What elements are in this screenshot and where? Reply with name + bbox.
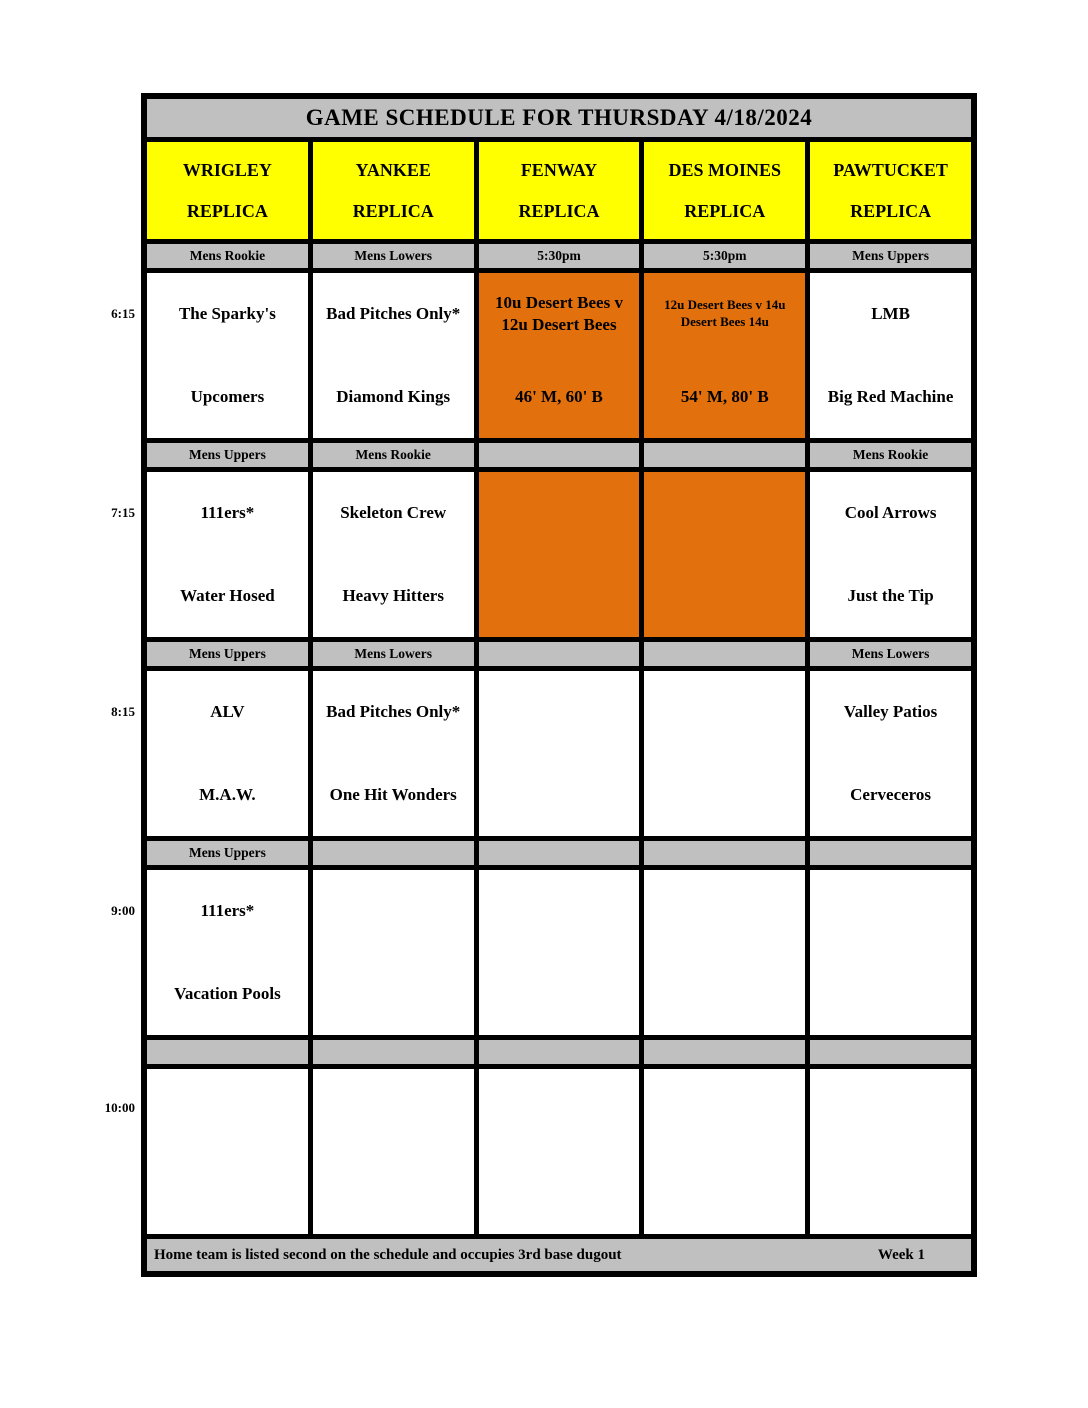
game-cell (810, 870, 971, 1035)
away-team: Skeleton Crew (340, 503, 447, 523)
division-label: Mens Rookie (313, 443, 474, 467)
division-label (810, 1040, 971, 1064)
field-name: DES MOINES (668, 159, 782, 180)
home-team: Water Hosed (180, 585, 275, 605)
home-team (644, 953, 805, 1036)
footer-note-bar (147, 1239, 971, 1271)
away-team: 10u Desert Bees v 12u Desert Bees (495, 293, 623, 335)
home-team (313, 1152, 474, 1235)
away-team (644, 1069, 805, 1152)
field-sub: REPLICA (352, 200, 434, 221)
division-label (479, 1040, 640, 1064)
division-label (479, 642, 640, 666)
division-label (147, 1040, 308, 1064)
game-cell (810, 273, 971, 438)
home-team: Heavy Hitters (342, 585, 444, 605)
away-team (313, 870, 474, 953)
field-name: WRIGLEY (182, 159, 272, 180)
game-cell (810, 472, 971, 637)
home-team: Cerveceros (850, 784, 932, 804)
away-team (644, 472, 805, 555)
away-team: Bad Pitches Only* (326, 702, 461, 722)
game-cell (479, 1069, 640, 1234)
field-sub: REPLICA (850, 200, 932, 221)
away-team: LMB (871, 304, 910, 324)
away-team: 12u Desert Bees v 14u Desert Bees 14u (664, 297, 786, 330)
time-slot-715: 7:15 (111, 505, 135, 520)
field-sub: REPLICA (684, 200, 766, 221)
division-label: Mens Uppers (147, 443, 308, 467)
game-cell (810, 1069, 971, 1234)
away-team (479, 1069, 640, 1152)
away-team (147, 1069, 308, 1152)
home-team: Big Red Machine (827, 386, 954, 406)
division-label (644, 642, 805, 666)
game-cell (644, 671, 805, 836)
field-sub: REPLICA (186, 200, 268, 221)
division-label (313, 1040, 474, 1064)
field-header-des-moines (644, 142, 805, 239)
away-team: Cool Arrows (844, 503, 937, 523)
home-team: Just the Tip (847, 585, 934, 605)
field-sub: REPLICA (518, 200, 600, 221)
division-label (644, 841, 805, 865)
game-cell (313, 273, 474, 438)
home-team: Diamond Kings (336, 386, 451, 406)
field-name: YANKEE (355, 159, 431, 180)
game-cell (313, 1069, 474, 1234)
division-label: Mens Uppers (147, 642, 308, 666)
division-label: 5:30pm (644, 244, 805, 268)
schedule-table (141, 93, 977, 1277)
away-team (479, 472, 640, 555)
week-label: Week 1 (877, 1246, 925, 1263)
home-team: Vacation Pools (174, 983, 281, 1003)
game-cell (313, 870, 474, 1035)
away-team: Bad Pitches Only* (326, 304, 461, 324)
division-label: Mens Lowers (313, 244, 474, 268)
home-team (644, 1152, 805, 1235)
division-label: Mens Rookie (810, 443, 971, 467)
home-team (479, 754, 640, 837)
field-header-fenway (479, 142, 640, 239)
home-team (644, 754, 805, 837)
game-cell (147, 870, 308, 1035)
division-label (479, 841, 640, 865)
game-cell (479, 273, 640, 438)
page-title: GAME SCHEDULE FOR THURSDAY 4/18/2024 (147, 99, 971, 137)
away-team (644, 671, 805, 754)
field-header-pawtucket (810, 142, 971, 239)
game-cell (147, 273, 308, 438)
away-team: Valley Patios (843, 702, 938, 722)
division-label (313, 841, 474, 865)
game-cell (644, 870, 805, 1035)
division-label: Mens Lowers (313, 642, 474, 666)
home-team (313, 953, 474, 1036)
time-slot-900: 9:00 (111, 903, 135, 918)
field-header-wrigley (147, 142, 308, 239)
home-team: Upcomers (190, 386, 265, 406)
away-team (810, 870, 971, 953)
division-label (479, 443, 640, 467)
home-team: M.A.W. (199, 784, 256, 804)
away-team (479, 671, 640, 754)
away-team (479, 870, 640, 953)
home-team (810, 953, 971, 1036)
division-label: Mens Lowers (810, 642, 971, 666)
home-team: 54' M, 80' B (680, 386, 769, 406)
home-team: One Hit Wonders (329, 784, 457, 804)
division-label: Mens Uppers (147, 841, 308, 865)
away-team (644, 870, 805, 953)
game-cell (644, 472, 805, 637)
home-team (644, 555, 805, 638)
footer-note: Home team is listed second on the schedule and occupies 3rd base dugout (154, 1246, 622, 1263)
home-team: 46' M, 60' B (515, 386, 603, 406)
home-team (147, 1152, 308, 1235)
game-cell (479, 472, 640, 637)
home-team (479, 953, 640, 1036)
division-label (810, 841, 971, 865)
away-team: The Sparky's (178, 304, 276, 324)
time-slot-815: 8:15 (111, 704, 135, 719)
game-cell (644, 1069, 805, 1234)
division-label: 5:30pm (479, 244, 640, 268)
away-team (810, 1069, 971, 1152)
home-team (479, 555, 640, 638)
home-team (810, 1152, 971, 1235)
game-cell (147, 472, 308, 637)
division-label (644, 443, 805, 467)
game-cell (147, 1069, 308, 1234)
game-cell (313, 472, 474, 637)
division-label: Mens Rookie (147, 244, 308, 268)
division-label: Mens Uppers (810, 244, 971, 268)
game-cell (810, 671, 971, 836)
division-label (644, 1040, 805, 1064)
away-team: 111ers* (200, 503, 255, 523)
game-cell (479, 870, 640, 1035)
time-slot-1000: 10:00 (104, 1100, 135, 1115)
field-name: PAWTUCKET (833, 159, 948, 180)
away-team: ALV (210, 702, 245, 722)
game-cell (479, 671, 640, 836)
away-team (313, 1069, 474, 1152)
game-cell (147, 671, 308, 836)
game-cell (644, 273, 805, 438)
away-team: 111ers* (200, 901, 255, 921)
time-slot-615: 6:15 (111, 306, 135, 321)
home-team (479, 1152, 640, 1235)
field-name: FENWAY (520, 159, 598, 180)
field-header-yankee (313, 142, 474, 239)
game-cell (313, 671, 474, 836)
